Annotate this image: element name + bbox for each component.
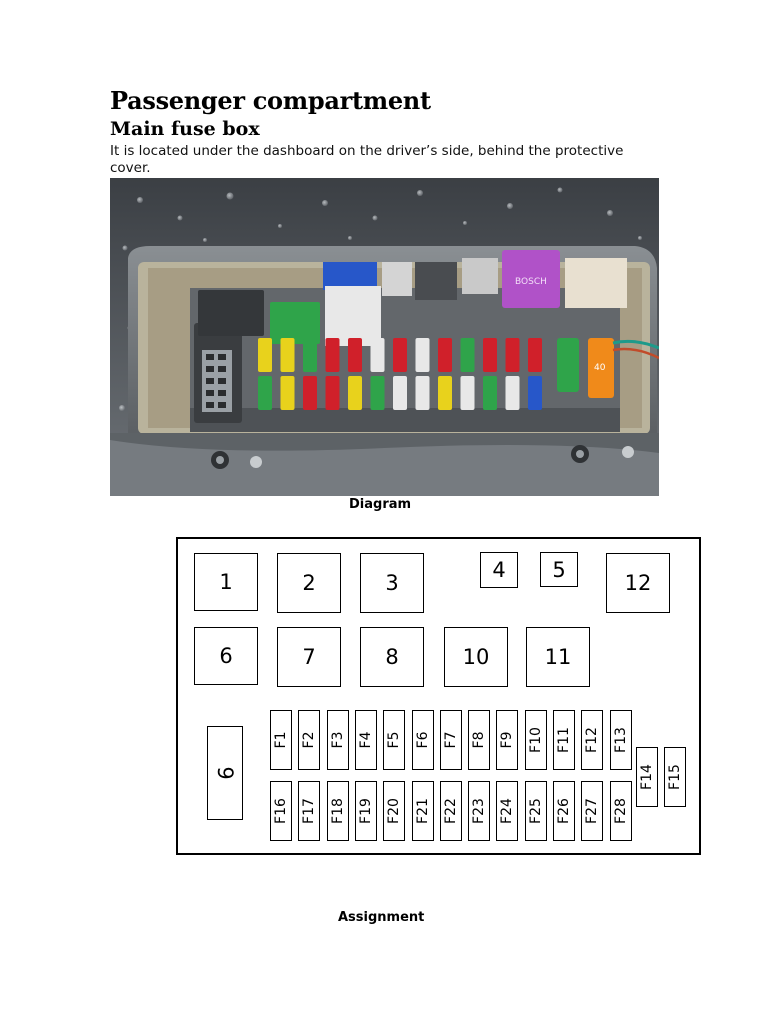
fuse-f28-label: F28 <box>612 798 629 824</box>
fuse-f14 <box>636 747 658 807</box>
relay-12: 12 <box>606 553 670 613</box>
fuse-f19 <box>355 781 377 841</box>
photo-fuse <box>303 338 317 372</box>
relay-10: 10 <box>444 627 508 687</box>
photo-fuse <box>326 376 340 410</box>
fuse-f19-label: F19 <box>357 798 374 824</box>
photo-fuse <box>258 376 272 410</box>
fuse-f7 <box>440 710 462 770</box>
fuse-f2 <box>298 710 320 770</box>
fuse-f4 <box>355 710 377 770</box>
photo-fuse <box>506 338 520 372</box>
fuse-f27-label: F27 <box>584 798 601 824</box>
fuse-f11-label: F11 <box>556 727 572 753</box>
fuse-f9-label: F9 <box>499 731 516 749</box>
relay-11: 11 <box>526 627 590 687</box>
fuse-f17-label: F17 <box>301 798 318 824</box>
location-description: It is located under the dashboard on the driver’s side, behind the protective cover. <box>110 143 624 176</box>
fuse-label-40a: 40 <box>594 363 606 373</box>
fuse-f16-label: F16 <box>273 798 289 824</box>
photo-fuse <box>461 338 475 372</box>
fuse-f22-label: F22 <box>442 798 459 824</box>
photo-fuse <box>371 338 385 372</box>
photo-fuse <box>281 376 295 410</box>
fuse-f23-label: F23 <box>471 798 488 824</box>
fuse-f24-label: F24 <box>499 798 516 824</box>
fuse-f23 <box>468 781 490 841</box>
page-title: Passenger compartment <box>110 86 431 115</box>
relay-9 <box>207 726 243 820</box>
photo-fuse <box>438 338 452 372</box>
photo-fuse <box>416 338 430 372</box>
fuse-f26-label: F26 <box>556 798 572 824</box>
relay-1: 1 <box>194 553 258 611</box>
fuse-f1-label: F1 <box>273 731 289 749</box>
fuse-f5 <box>383 710 405 770</box>
fuse-f9 <box>496 710 518 770</box>
photo-fuse <box>483 338 497 372</box>
fuse-f28 <box>610 781 632 841</box>
fuse-f25-label: F25 <box>527 798 544 824</box>
photo-fuse <box>348 376 362 410</box>
fuse-f11 <box>553 710 575 770</box>
photo-fuse <box>303 376 317 410</box>
fuse-f26 <box>553 781 575 841</box>
relay-4: 4 <box>480 552 518 588</box>
fuse-box-diagram <box>176 537 701 855</box>
fuse-f18-label: F18 <box>329 798 346 824</box>
fuse-f3-label: F3 <box>329 731 346 749</box>
relay-2: 2 <box>277 553 341 613</box>
fuse-f18 <box>327 781 349 841</box>
assignment-caption: Assignment <box>338 910 425 925</box>
fuse-f22 <box>440 781 462 841</box>
fuse-f6 <box>412 710 434 770</box>
fuse-f17 <box>298 781 320 841</box>
fuse-f21-label: F21 <box>414 798 431 824</box>
photo-fuse <box>461 376 475 410</box>
relay-8: 8 <box>360 627 424 687</box>
fuse-f25 <box>525 781 547 841</box>
relay-6: 6 <box>194 627 258 685</box>
fuse-f20 <box>383 781 405 841</box>
relay-3: 3 <box>360 553 424 613</box>
fuse-f3 <box>327 710 349 770</box>
fuse-f1 <box>270 710 292 770</box>
fuse-f21 <box>412 781 434 841</box>
fuse-box-photo <box>110 178 659 496</box>
fuse-f12-label: F12 <box>584 727 601 753</box>
fuse-f2-label: F2 <box>301 731 318 749</box>
fuse-f4-label: F4 <box>357 731 374 749</box>
fuse-f10-label: F10 <box>527 727 544 753</box>
fuse-f8-label: F8 <box>471 731 488 749</box>
photo-fuse <box>281 338 295 372</box>
section-subtitle: Main fuse box <box>110 118 260 140</box>
photo-fuse <box>506 376 520 410</box>
diagram-caption: Diagram <box>349 497 412 512</box>
photo-fuse <box>483 376 497 410</box>
relay-7: 7 <box>277 627 341 687</box>
photo-fuse <box>393 376 407 410</box>
fuse-f13 <box>610 710 632 770</box>
fuse-f20-label: F20 <box>386 798 403 824</box>
fuse-f12 <box>581 710 603 770</box>
fuse-f15 <box>664 747 686 807</box>
photo-fuse <box>348 338 362 372</box>
fuse-f10 <box>525 710 547 770</box>
fuse-f14-label: F14 <box>639 764 655 790</box>
relay-5: 5 <box>540 552 578 587</box>
fuse-f8 <box>468 710 490 770</box>
fuse-f6-label: F6 <box>414 731 431 749</box>
photo-fuse <box>528 338 542 372</box>
photo-fuse <box>371 376 385 410</box>
fuse-f24 <box>496 781 518 841</box>
photo-fuse <box>326 338 340 372</box>
photo-fuse <box>528 376 542 410</box>
photo-fuse <box>393 338 407 372</box>
fuse-f27 <box>581 781 603 841</box>
photo-fuse <box>416 376 430 410</box>
fuse-f15-label: F15 <box>667 764 683 790</box>
photo-fuse <box>258 338 272 372</box>
photo-fuse <box>438 376 452 410</box>
fuse-f16 <box>270 781 292 841</box>
fuse-f5-label: F5 <box>386 731 403 749</box>
fuse-f13-label: F13 <box>612 727 629 753</box>
fuse-f7-label: F7 <box>442 731 459 749</box>
relay-9-label: 9 <box>213 766 237 780</box>
bosch-logo-text: BOSCH <box>515 277 547 287</box>
